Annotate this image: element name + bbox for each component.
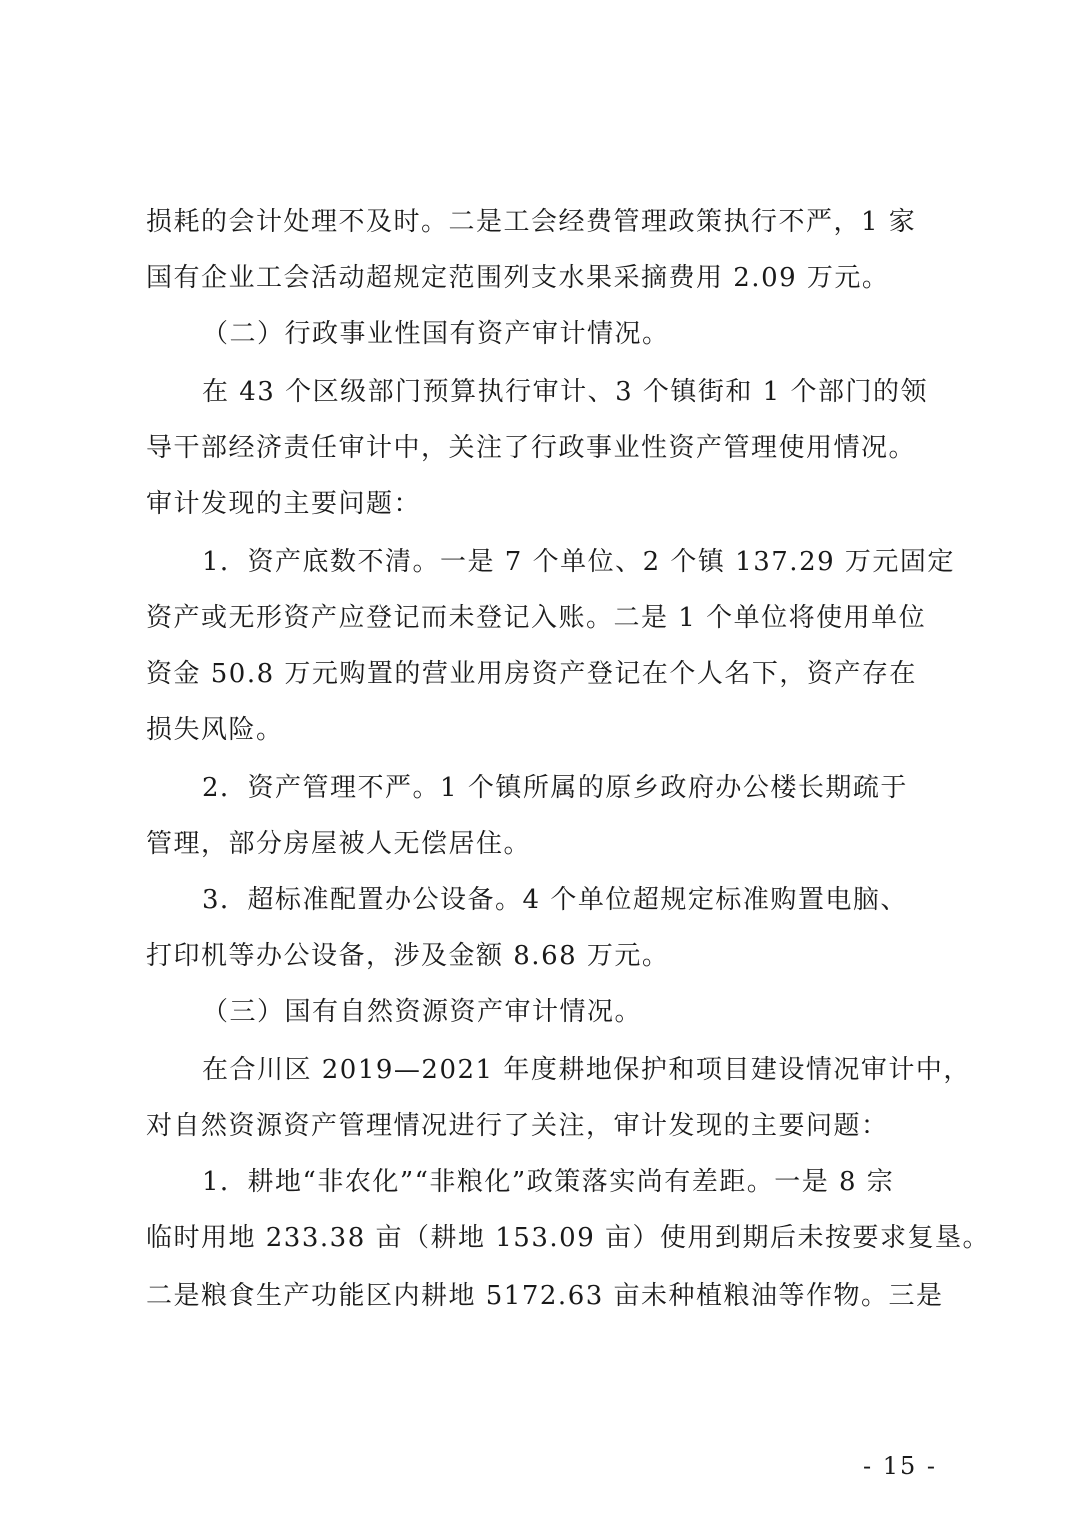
section-heading: （三）国有自然资源资产审计情况。 xyxy=(202,997,643,1027)
text-line: 在合川区 2019—2021 年度耕地保护和项目建设情况审计中， xyxy=(202,1055,971,1085)
text-line: 1．耕地“非农化”“非粮化”政策落实尚有差距。一是 8 宗 xyxy=(202,1167,895,1197)
page-number: - 15 - xyxy=(862,1452,937,1480)
text-line: 损耗的会计处理不及时。二是工会经费管理政策执行不严，1 家 xyxy=(146,207,917,237)
text-line: 资产或无形资产应登记而未登记入账。二是 1 个单位将使用单位 xyxy=(146,603,927,633)
text-line: 资金 50.8 万元购置的营业用房资产登记在个人名下，资产存在 xyxy=(146,659,917,689)
text-line: 1．资产底数不清。一是 7 个单位、2 个镇 137.29 万元固定 xyxy=(202,547,955,577)
text-line: 3．超标准配置办公设备。4 个单位超规定标准购置电脑、 xyxy=(202,885,908,915)
text-line: 临时用地 233.38 亩（耕地 153.09 亩）使用到期后未按要求复垦。 xyxy=(146,1223,991,1253)
text-line: 损失风险。 xyxy=(146,715,284,745)
text-line: 二是粮食生产功能区内耕地 5172.63 亩未种植粮油等作物。三是 xyxy=(146,1281,944,1311)
text-line: 导干部经济责任审计中，关注了行政事业性资产管理使用情况。 xyxy=(146,433,917,463)
text-line: 国有企业工会活动超规定范围列支水果采摘费用 2.09 万元。 xyxy=(146,263,890,293)
text-line: 管理，部分房屋被人无偿居住。 xyxy=(146,829,532,859)
text-line: 打印机等办公设备，涉及金额 8.68 万元。 xyxy=(146,941,670,971)
text-line: 对自然资源资产管理情况进行了关注，审计发现的主要问题： xyxy=(146,1111,889,1141)
section-heading: （二）行政事业性国有资产审计情况。 xyxy=(202,319,670,349)
text-line: 2．资产管理不严。1 个镇所属的原乡政府办公楼长期疏于 xyxy=(202,773,908,803)
text-line: 在 43 个区级部门预算执行审计、3 个镇街和 1 个部门的领 xyxy=(202,377,928,407)
text-line: 审计发现的主要问题： xyxy=(146,489,422,519)
